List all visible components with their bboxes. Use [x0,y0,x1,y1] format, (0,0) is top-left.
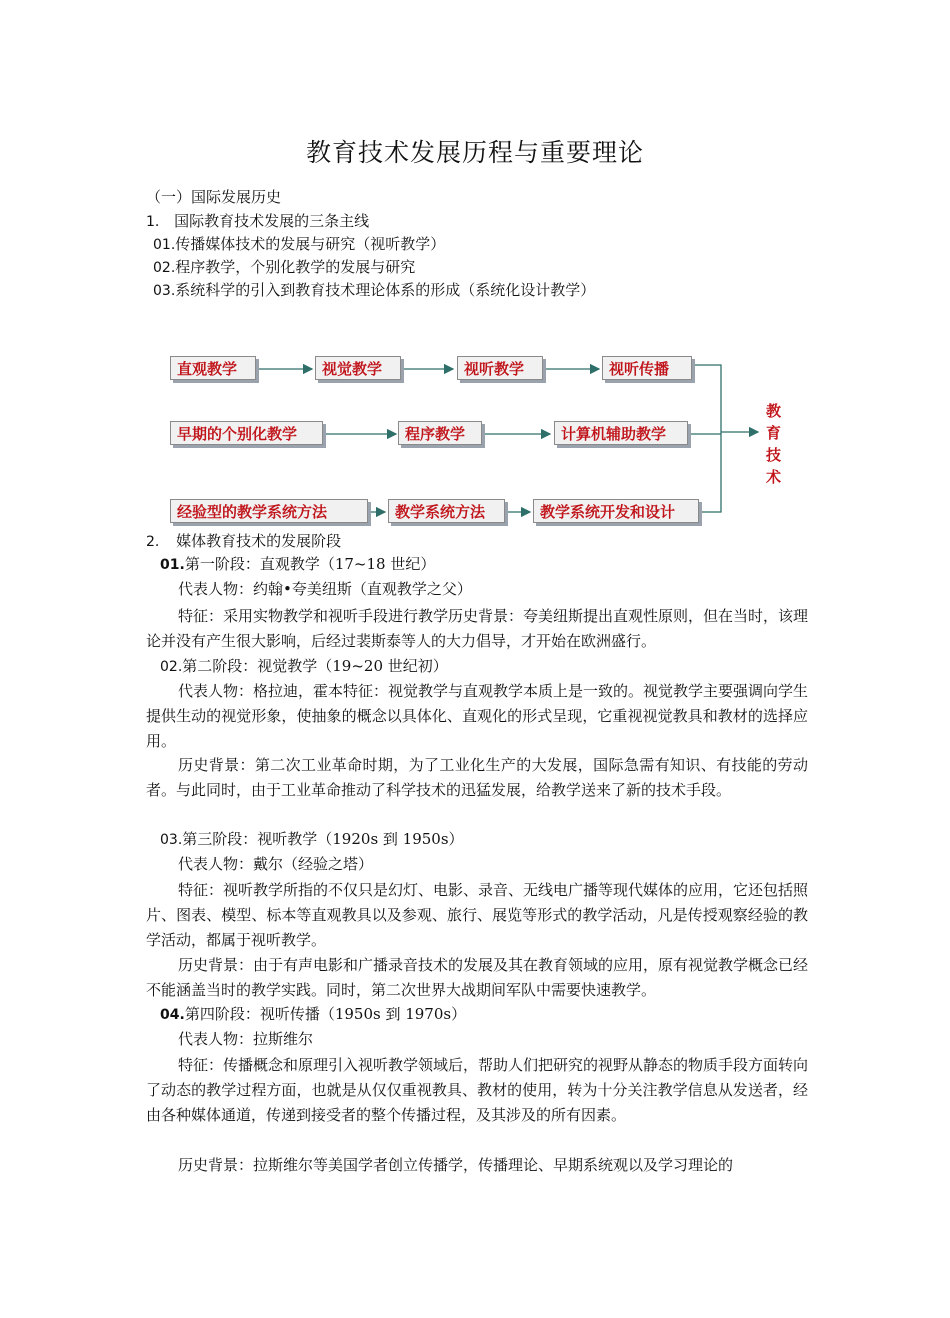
stage-3-heading [160,829,464,850]
box-direct-teaching: 直观教学 [170,356,256,380]
mainline-3 [153,280,595,301]
mainline-text: 程序教学，个别化教学的发展与研究 [175,258,416,276]
box-computer-assisted: 计算机辅助教学 [554,421,688,445]
stage-3-history: 历史背景：由于有声电影和广播录音技术的发展及其在教育领域的应用，原有视觉教学概念已经不能涵盖当时的教学实践。同时，第二次世界大战期间军队中需要快速教学。 [146,956,809,999]
stage-2-representative: 代表人物：格拉迪，霍本特征：视觉教学与直观教学本质上是一致的。视觉教学主要强调向学生提供生动的视觉形象，使抽象的概念以具体化、直观化的形式呈现，它重视视觉教具和教材的选择应用。 [146,682,809,750]
stage-2-heading [160,656,448,677]
target-educational-technology: 教育技术 [766,402,782,486]
merge-bracket [694,365,721,512]
section-heading: （一）国际发展历史 [146,188,282,206]
box-early-individualized: 早期的个别化教学 [170,421,323,445]
page-title: 教育技术发展历程与重要理论 [305,138,644,167]
list-number: 2. [146,534,160,550]
stage-3-representative: 代表人物：戴尔（经验之塔） [178,855,374,873]
mainline-number: 02. [153,260,176,276]
mainline-number: 01. [153,237,176,253]
stage-number: 02. [160,659,183,675]
box-audiovisual-communication: 视听传播 [602,356,692,380]
mainline-text: 传播媒体技术的发展与研究（视听教学） [175,235,446,253]
box-systems-development-design: 教学系统开发和设计 [533,499,699,523]
mainline-1 [153,234,445,255]
stage-title: 第二阶段：视觉教学（19~20 世纪初） [182,657,448,675]
mainline-number: 03. [153,283,176,299]
stage-title: 第一阶段：直观教学（17~18 世纪） [184,555,436,573]
stage-4-history: 历史背景：拉斯维尔等美国学者创立传播学，传播理论、早期系统观以及学习理论的 [178,1156,734,1174]
stage-title: 第四阶段：视听传播（1950s 到 1970s） [184,1005,467,1023]
development-flow-diagram [160,340,800,535]
stage-4-heading [160,1004,466,1025]
box-audiovisual-teaching: 视听教学 [457,356,543,380]
stage-2-history: 历史背景：第二次工业革命时期，为了工业化生产的大发展，国际急需有知识、有技能的劳动者。与此同时，由于工业革命推动了科学技术的迅猛发展，给教学送来了新的技术手段。 [146,756,808,799]
mainline-2 [153,257,415,278]
box-visual-teaching: 视觉教学 [315,356,401,380]
list-text: 媒体教育技术的发展阶段 [176,532,342,550]
mainline-text: 系统科学的引入到教育技术理论体系的形成（系统化设计教学） [175,281,596,299]
stage-1-features: 特征：采用实物教学和视听手段进行教学历史背景：夸美纽斯提出直观性原则，但在当时，该理论并没有产生很大影响，后经过裴斯泰等人的大力倡导，才开始在欧洲盛行。 [146,607,809,650]
list-number: 1. [146,214,160,230]
stage-1-heading [160,554,435,575]
box-instructional-systems: 教学系统方法 [388,499,505,523]
stage-number: 04. [160,1007,185,1023]
stage-number: 01. [160,557,185,573]
stage-4-representative: 代表人物：拉斯维尔 [178,1030,314,1048]
box-programmed-teaching: 程序教学 [398,421,482,445]
stage-title: 第三阶段：视听教学（1920s 到 1950s） [182,830,464,848]
stage-1-representative: 代表人物：约翰•夸美纽斯（直观教学之父） [178,580,472,598]
list-item-1 [146,211,369,232]
list-item-2 [146,531,341,552]
stage-number: 03. [160,832,183,848]
stage-4-features: 特征：传播概念和原理引入视听教学领域后，帮助人们把研究的视野从静态的物质手段方面转向了动态的教学过程方面，也就是从仅仅重视教具、教材的使用，转为十分关注教学信息从发送者，经由各种媒体通道，传递到接受者的整个传播过程，及其涉及的所有因素。 [146,1056,809,1124]
list-text: 国际教育技术发展的三条主线 [174,212,370,230]
box-empirical-systems: 经验型的教学系统方法 [170,499,368,523]
stage-3-features: 特征：视听教学所指的不仅只是幻灯、电影、录音、无线电广播等现代媒体的应用，它还包括照片、图表、模型、标本等直观教具以及参观、旅行、展览等形式的教学活动，凡是传授观察经验的教学活动，都属于视听教学。 [146,881,809,949]
